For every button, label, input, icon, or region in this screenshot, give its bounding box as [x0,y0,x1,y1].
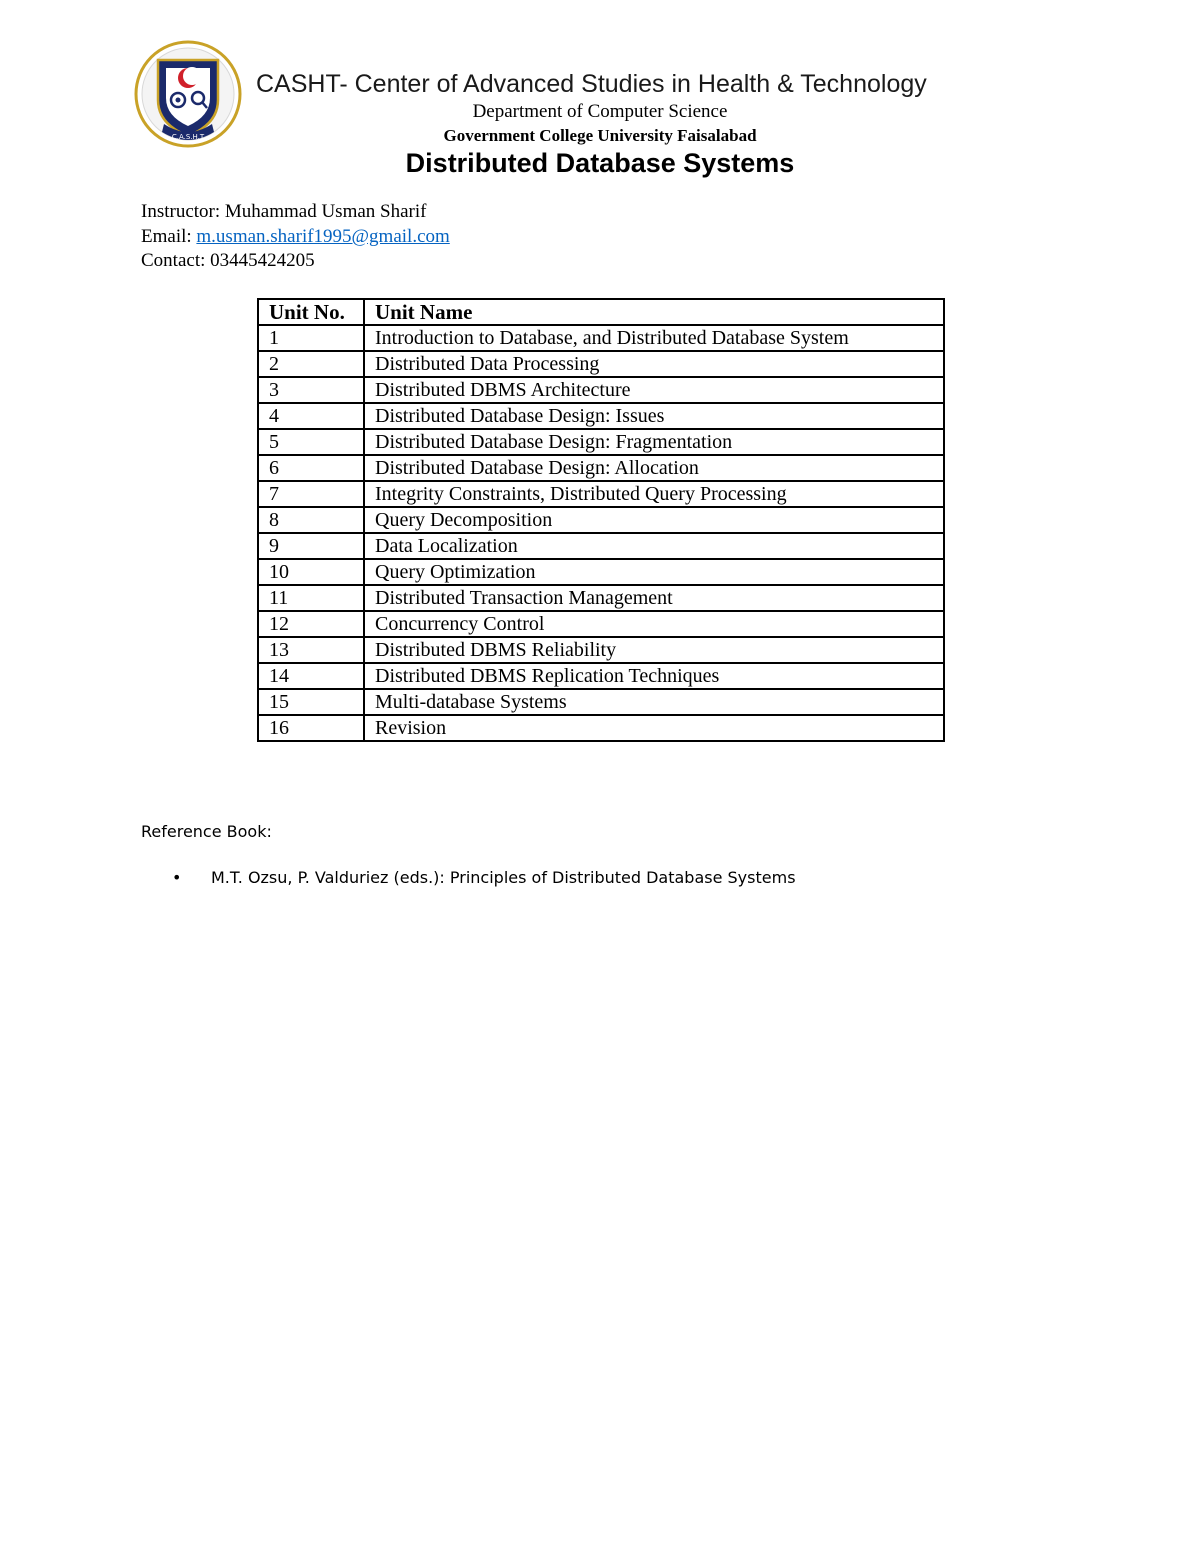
table-row [258,325,944,351]
unit-no-cell: 10 [258,559,364,585]
unit-name-cell: Query Optimization [364,559,944,585]
units-table [257,298,945,742]
table-row [258,429,944,455]
unit-name-cell: Distributed Database Design: Issues [364,403,944,429]
table-row [258,507,944,533]
reference-book-label: Reference Book: [141,822,272,841]
unit-name-cell: Distributed Database Design: Allocation [364,455,944,481]
unit-name-cell: Distributed DBMS Architecture [364,377,944,403]
university-name: Government College University Faisalabad [443,126,757,145]
table-header-row [258,299,944,325]
unit-no-cell: 5 [258,429,364,455]
table-row [258,611,944,637]
table-row [258,715,944,741]
instructor-line: Instructor: Muhammad Usman Sharif [141,201,427,222]
course-title: Distributed Database Systems [405,148,795,178]
unit-name-cell: Concurrency Control [364,611,944,637]
contact-line: Contact: 03445424205 [141,250,315,271]
unit-no-cell: 16 [258,715,364,741]
table-row [258,559,944,585]
header-unit-no: Unit No. [258,299,364,325]
unit-no-cell: 14 [258,663,364,689]
table-row [258,351,944,377]
unit-no-cell: 4 [258,403,364,429]
unit-name-cell: Revision [364,715,944,741]
table-row [258,455,944,481]
reference-text: M.T. Ozsu, P. Valduriez (eds.): Principles of Distributed Database Systems [211,868,796,887]
table-row [258,585,944,611]
unit-no-cell: 9 [258,533,364,559]
email-link[interactable]: m.usman.sharif1995@gmail.com [196,226,450,247]
unit-name-cell: Distributed Database Design: Fragmentation [364,429,944,455]
email-line [141,226,450,248]
list-item [172,868,796,887]
reference-list [172,868,796,887]
bullet-icon: • [172,868,182,887]
unit-no-cell: 13 [258,637,364,663]
unit-no-cell: 12 [258,611,364,637]
table-row [258,637,944,663]
unit-name-cell: Introduction to Database, and Distributed Database System [364,325,944,351]
table-row [258,689,944,715]
unit-name-cell: Distributed DBMS Reliability [364,637,944,663]
unit-no-cell: 7 [258,481,364,507]
unit-no-cell: 15 [258,689,364,715]
unit-name-cell: Distributed DBMS Replication Techniques [364,663,944,689]
svg-text:C.A.S.H.T: C.A.S.H.T [171,133,205,141]
header-unit-name: Unit Name [364,299,944,325]
unit-no-cell: 3 [258,377,364,403]
unit-no-cell: 6 [258,455,364,481]
unit-name-cell: Integrity Constraints, Distributed Query Processing [364,481,944,507]
email-label: Email: [141,226,197,247]
unit-no-cell: 8 [258,507,364,533]
org-name: CASHT- Center of Advanced Studies in Health & Technology [256,70,927,98]
table-row [258,481,944,507]
unit-name-cell: Multi-database Systems [364,689,944,715]
unit-name-cell: Distributed Data Processing [364,351,944,377]
unit-name-cell: Data Localization [364,533,944,559]
unit-name-cell: Query Decomposition [364,507,944,533]
table-row [258,377,944,403]
department-name: Department of Computer Science [472,101,728,122]
unit-no-cell: 2 [258,351,364,377]
unit-no-cell: 11 [258,585,364,611]
table-row [258,403,944,429]
unit-no-cell: 1 [258,325,364,351]
unit-name-cell: Distributed Transaction Management [364,585,944,611]
table-row [258,533,944,559]
table-row [258,663,944,689]
